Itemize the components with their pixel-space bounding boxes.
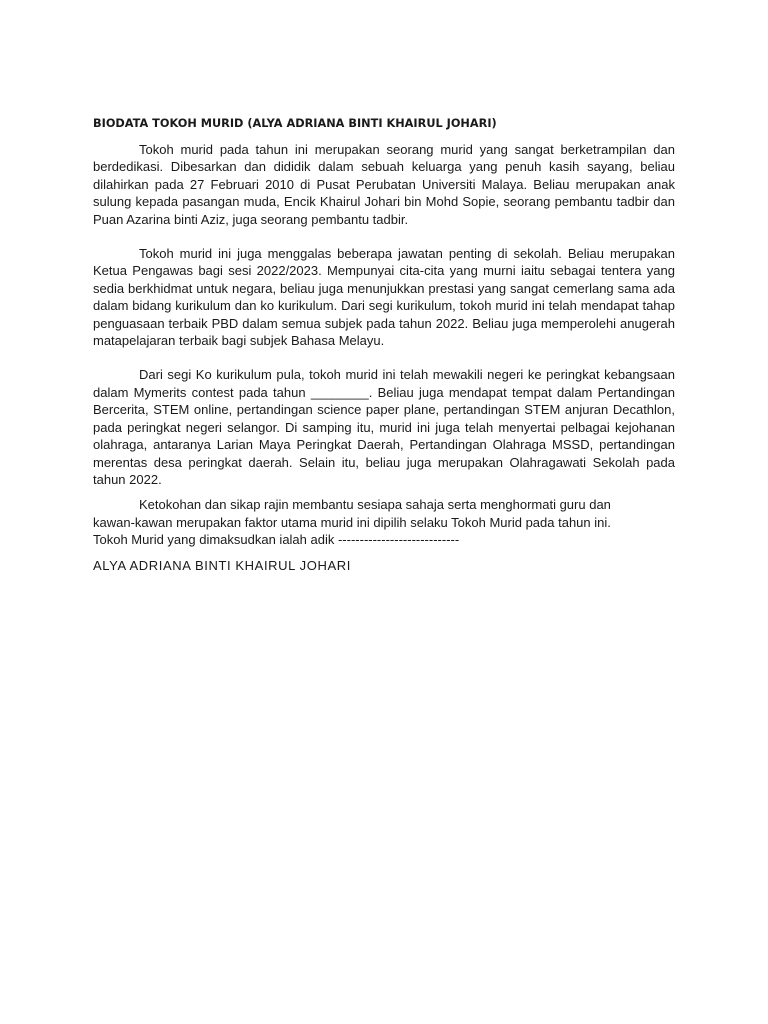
student-name: ALYA ADRIANA BINTI KHAIRUL JOHARI (93, 557, 351, 573)
paragraph-family-background: Tokoh murid pada tahun ini merupakan seorang murid yang sangat berketrampilan dan berdedikasi. Dibesarkan dan dididik dalam sebuah keluarga yang penuh kasih sayang, beliau dilahirkan pada 27 Februari 2010 di Pusat Perubatan Universiti Malaya. Beliau merupakan anak sulung kepada pasangan muda, Encik Khairul Johari bin Mohd Sopie, seorang pembantu tadbir dan Puan Azarina binti Aziz, juga seorang pembantu tadbir. (93, 142, 675, 227)
document-body (93, 116, 675, 574)
paragraph-school-positions: Tokoh murid ini juga menggalas beberapa jawatan penting di sekolah. Beliau merupakan Ketua Pengawas bagi sesi 2022/2023. Mempunyai cita-cita yang murni iaitu sebagai tentera yang sedia berkhidmat untuk negara, beliau juga menunjukkan prestasi yang sangat cemerlang sama ada dalam bidang kurikulum dan ko kurikulum. Dari segi kurikulum, tokoh murid ini telah mendapat tahap penguasaan terbaik PBD dalam semua subjek pada tahun 2022. Beliau juga memperolehi anugerah matapelajaran terbaik bagi subjek Bahasa Melayu. (93, 246, 675, 349)
paragraph-cocurriculum: Dari segi Ko kurikulum pula, tokoh murid ini telah mewakili negeri ke peringkat kebangsaan dalam Mymerits contest pada tahun ________. Beliau juga mendapat tempat dalam Pertandingan Bercerita, STEM online, pertandingan science paper plane, pertandingan STEM anjuran Decathlon, pada peringkat negeri selangor. Di samping itu, murid ini juga telah menyertai pelbagai kejohanan olahraga, antaranya Larian Maya Peringkat Daerah, Pertandingan Olahraga MSSD, pertandingan merentas desa peringkat daerah. Selain itu, beliau juga merupakan Olahragawati Sekolah pada tahun 2022. (93, 367, 675, 487)
closing-line: kawan-kawan merupakan faktor utama murid ini dipilih selaku Tokoh Murid pada tahun ini. (93, 514, 611, 530)
paragraph-closing (93, 496, 675, 548)
document-title: BIODATA TOKOH MURID (ALYA ADRIANA BINTI KHAIRUL JOHARI) (93, 117, 497, 130)
closing-line: Tokoh Murid yang dimaksudkan ialah adik ---------------------------- (93, 532, 460, 548)
closing-line: Ketokohan dan sikap rajin membantu sesiapa sahaja serta menghormati guru dan (139, 497, 611, 513)
